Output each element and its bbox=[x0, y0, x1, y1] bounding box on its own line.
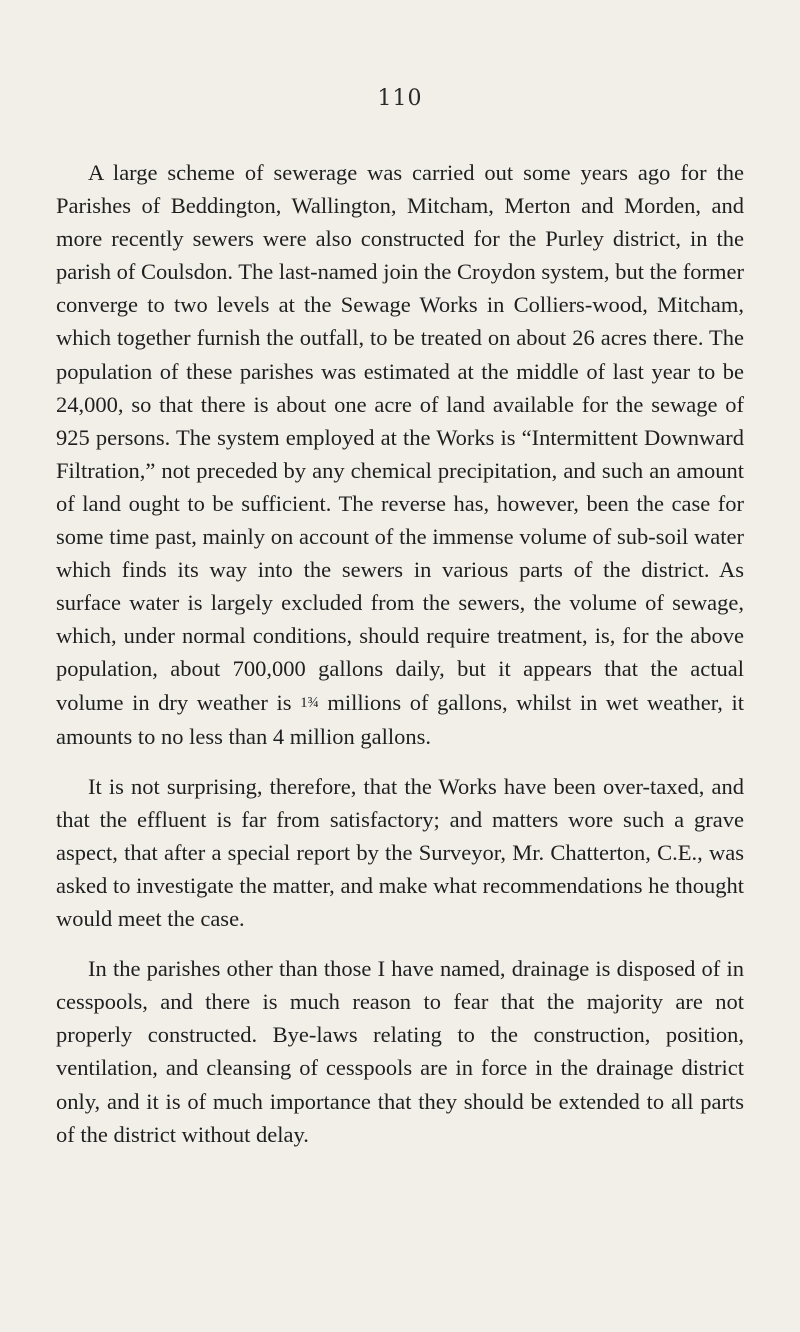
paragraph-text: It is not surprising, therefore, that the Works have been over-taxed, and that the effluent is far from satisfactory; and matters wore such a grave aspect, that after a special report by the Surveyor, Mr. Chatterton, C.E., was asked to investigate the matter, and make what recommendations he thought would meet the case. bbox=[56, 773, 744, 932]
body-text bbox=[56, 156, 744, 1151]
paragraph-works-overtaxed bbox=[56, 770, 744, 935]
paragraph-text: A large scheme of sewerage was carried out some years ago for the Parishes of Beddington, Wallington, Mitcham, Merton and Morden, and more recently sewers were also constructed for the Purley district, in the parish of Coulsdon. The last-named join the Croydon system, but the former converge to two levels at the Sewage Works in Colliers-wood, Mitcham, which together furnish the outfall, to be treated on about 26 acres there. The population of these parishes was estimated at the middle of last year to be 24,000, so that there is about one acre of land available for the sewage of 925 persons. The system employed at the Works is “Intermittent Downward Filtration,” not preceded by any chemical precipitation, and such an amount of land ought to be sufficient. The reverse has, however, been the case for some time past, mainly on account of the immense volume of sub-soil water which finds its way into the sewers in various parts of the district. As surface water is largely excluded from the sewers, the volume of sewage, which, under normal conditions, should require treatment, is, for the above population, about 700,000 gallons daily, but it appears that the actual volume in dry weather is bbox=[56, 160, 744, 715]
paragraph-sewerage-scheme bbox=[56, 156, 744, 753]
fraction-dry-weather-volume: 1¾ bbox=[300, 694, 319, 711]
paragraph-text-continued: millions of gallons, whilst in wet weather, it amounts to no less than 4 million gallons. bbox=[56, 689, 744, 749]
paragraph-cesspools bbox=[56, 952, 744, 1151]
paragraph-text: In the parishes other than those I have named, drainage is disposed of in cesspools, and there is much reason to fear that the majority are not properly constructed. Bye-laws relating to the construction, position, ventilation, and cleansing of cesspools are in force in the drainage district only, and it is of much importance that they should be extended to all parts of the district without delay. bbox=[56, 956, 744, 1147]
page-number: 110 bbox=[377, 86, 423, 111]
